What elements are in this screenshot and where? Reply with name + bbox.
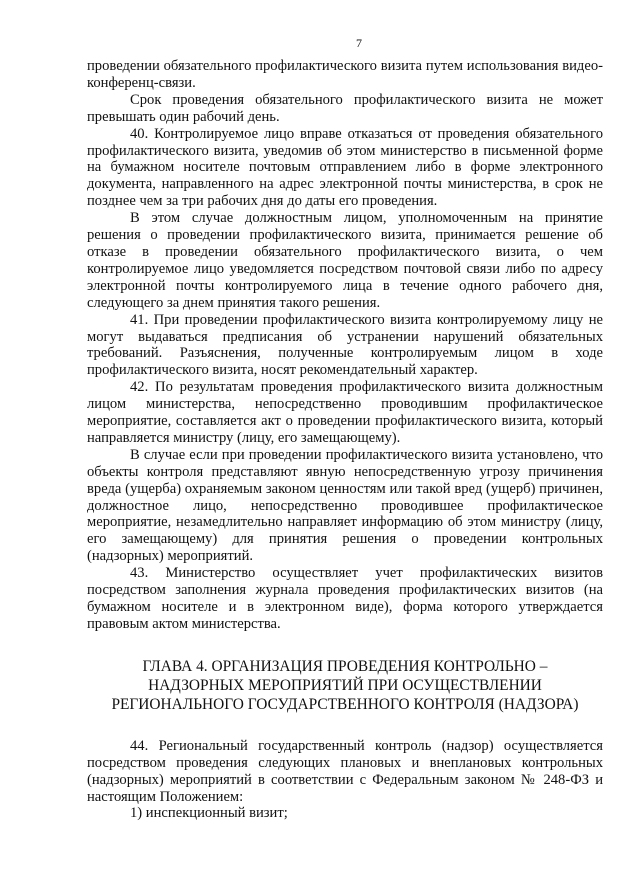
paragraph-44: 44. Региональный государственный контроль (надзор) осуществляется посредством проведения следующих плановых и внеплановых контрольных (надзорных) мероприятий в соответствии с Федеральным законом № 248-ФЗ и настоящим Положением: [87, 737, 603, 805]
paragraph-42-threat: В случае если при проведении профилактического визита установлено, что объекты контроля представляют явную непосредственную угрозу причинения вреда (ущерба) охраняемым законом ценностям или такой вред (ущерб) причинен, должностное лицо, непосредственно проводившее профилактическое мероприятие, незамедлительно направляет информацию об этом министру (лицу, его замещающему) для принятия решения о проведении контрольных (надзорных) мероприятий. [87, 446, 603, 565]
chapter-heading-line-3: РЕГИОНАЛЬНОГО ГОСУДАРСТВЕННОГО КОНТРОЛЯ (НАДЗОРА) [111, 695, 579, 713]
paragraph-duration: Срок проведения обязательного профилактического визита не может превышать один рабочий день. [87, 91, 603, 125]
paragraph-43: 43. Министерство осуществляет учет профилактических визитов посредством заполнения журнала проведения профилактических визитов (на бумажном носителе и в электронном виде), форма которого утверждается правовым актом министерства. [87, 565, 603, 632]
paragraph-continuation: проведении обязательного профилактического визита путем использования видео-конференц-связи. [87, 58, 603, 91]
paragraph-42: 42. По результатам проведения профилактического визита должностным лицом министерства, непосредственно проводившим профилактическое мероприятие, составляется акт о проведении профилактического визита, который направляется министру (лицу, его замещающему). [87, 379, 603, 446]
paragraph-40: 40. Контролируемое лицо вправе отказаться от проведения обязательного профилактического визита, уведомив об этом министерство в письменной форме на бумажном носителе почтовым отправлением либо в форме электронного документа, направленного на адрес электронной почты министерства, в срок не позднее чем за три рабочих дня до даты его проведения. [87, 125, 603, 210]
chapter-heading [87, 657, 603, 714]
chapter-heading-line-2: НАДЗОРНЫХ МЕРОПРИЯТИЙ ПРИ ОСУЩЕСТВЛЕНИИ [148, 676, 542, 694]
paragraph-40-refusal: В этом случае должностным лицом, уполномоченным на принятие решения о проведении профилактического визита, принимается решение об отказе в проведении обязательного профилактического визита, о чем контролируемое лицо уведомляется посредством почтовой связи либо по адресу электронной почты контролируемого лица в течение одного рабочего дня, следующего за днем принятия такого решения. [87, 210, 603, 311]
chapter-heading-line-1: ГЛАВА 4. ОРГАНИЗАЦИЯ ПРОВЕДЕНИЯ КОНТРОЛЬНО – [142, 657, 548, 675]
page-number: 7 [356, 36, 362, 50]
paragraph-41: 41. При проведении профилактического визита контролируемому лицу не могут выдаваться предписания об устранении нарушений обязательных требований. Разъяснения, полученные контролируемым лицом в ходе профилактического визита, носят рекомендательный характер. [87, 311, 603, 379]
document-body [87, 58, 603, 822]
list-item-inspection-visit: 1) инспекционный визит; [130, 805, 288, 822]
